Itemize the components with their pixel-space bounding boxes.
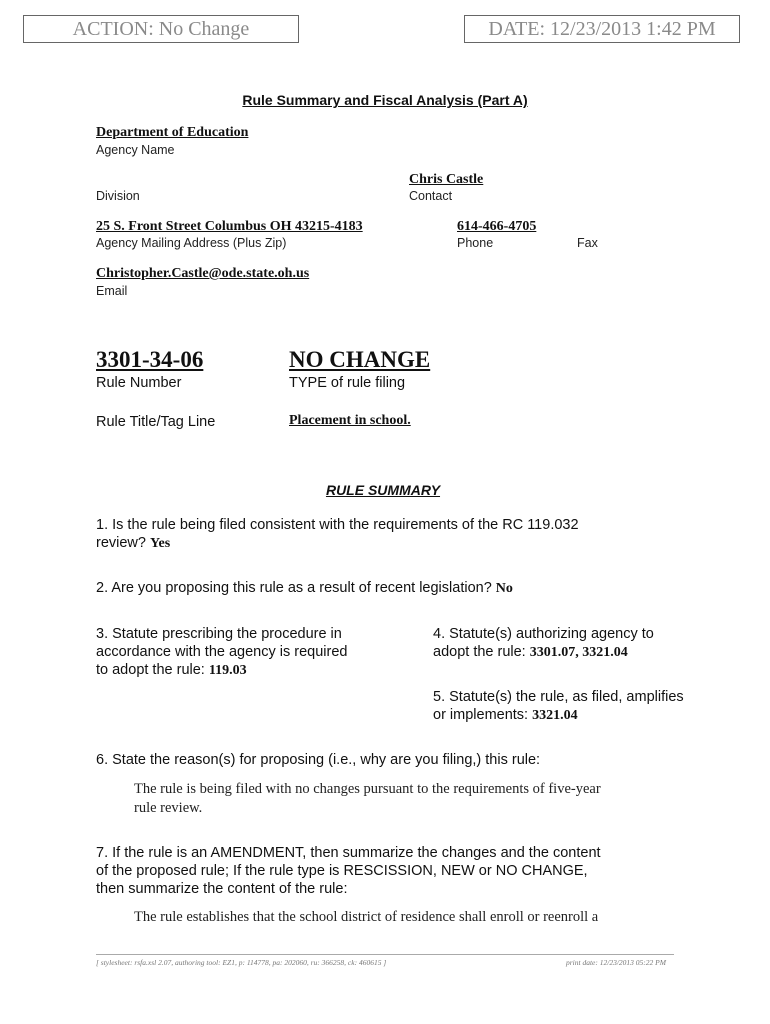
question-1-line-2: review? Yes	[96, 535, 171, 551]
question-5	[433, 688, 684, 725]
division-label: Division	[96, 189, 140, 203]
question-4-answer: 3301.07, 3321.04	[529, 645, 628, 660]
rule-title-label: Rule Title/Tag Line	[96, 414, 216, 430]
question-7-line-1: 7. If the rule is an AMENDMENT, then summarize the changes and the content	[96, 845, 601, 861]
rule-type-label: TYPE of rule filing	[289, 375, 406, 391]
rule-number-value: 3301-34-06	[96, 347, 204, 372]
agency-name-label: Agency Name	[96, 143, 175, 157]
question-2-answer: No	[495, 581, 513, 596]
question-6-answer	[134, 780, 601, 818]
rule-number-label: Rule Number	[96, 375, 182, 391]
date-stamp: DATE: 12/23/2013 1:42 PM	[464, 15, 740, 43]
question-5-line-1: 5. Statute(s) the rule, as filed, amplifies	[433, 689, 684, 705]
question-4	[433, 625, 654, 662]
question-7-line-2: of the proposed rule; If the rule type is RESCISSION, NEW or NO CHANGE,	[96, 863, 588, 879]
question-3-line-1: 3. Statute prescribing the procedure in	[96, 626, 342, 642]
fax-label: Fax	[577, 236, 598, 250]
question-6-answer-line-2: rule review.	[134, 800, 203, 816]
question-3-answer: 119.03	[208, 663, 247, 678]
address-value: 25 S. Front Street Columbus OH 43215-4183	[96, 219, 363, 234]
question-5-answer: 3321.04	[532, 708, 578, 723]
footer-print-date: print date: 12/23/2013 05:22 PM	[566, 958, 666, 967]
question-1-line-1: 1. Is the rule being filed consistent with the requirements of the RC 119.032	[96, 517, 579, 533]
question-1-answer: Yes	[150, 536, 171, 551]
question-3-line-3: to adopt the rule: 119.03	[96, 662, 247, 678]
question-7-answer-line-1: The rule establishes that the school district of residence shall enroll or reenroll a	[134, 909, 599, 925]
question-4-line-2: adopt the rule: 3301.07, 3321.04	[433, 644, 628, 660]
question-1	[96, 516, 579, 553]
rule-type-value: NO CHANGE	[289, 347, 431, 372]
question-5-line-2: or implements: 3321.04	[433, 707, 578, 723]
question-4-line-1: 4. Statute(s) authorizing agency to	[433, 626, 654, 642]
address-label: Agency Mailing Address (Plus Zip)	[96, 236, 287, 250]
question-6: 6. State the reason(s) for proposing (i.e., why are you filing,) this rule:	[96, 752, 541, 768]
footer-divider	[96, 954, 674, 955]
action-stamp: ACTION: No Change	[23, 15, 299, 43]
agency-name-value: Department of Education	[96, 125, 249, 140]
phone-value: 614-466-4705	[457, 219, 537, 234]
question-3	[96, 625, 347, 680]
contact-label: Contact	[409, 189, 453, 203]
question-7-line-3: then summarize the content of the rule:	[96, 881, 348, 897]
question-3-line-2: accordance with the agency is required	[96, 644, 348, 660]
question-7	[96, 844, 601, 898]
rule-summary-heading: RULE SUMMARY	[325, 482, 441, 498]
page-title: Rule Summary and Fiscal Analysis (Part A)	[242, 92, 528, 108]
footer-metadata: [ stylesheet: rsfa.xsl 2.07, authoring tool: EZ1, p: 114778, pa: 202060, ru: 366258, ck: 460615 ]	[96, 958, 387, 967]
email-value: Christopher.Castle@ode.state.oh.us	[96, 266, 310, 281]
rule-title-value: Placement in school.	[289, 413, 411, 428]
phone-label: Phone	[457, 236, 494, 250]
question-6-answer-line-1: The rule is being filed with no changes pursuant to the requirements of five-year	[134, 781, 601, 797]
question-2: 2. Are you proposing this rule as a result of recent legislation? No	[96, 580, 513, 596]
contact-value: Chris Castle	[409, 172, 484, 187]
email-label: Email	[96, 284, 128, 298]
